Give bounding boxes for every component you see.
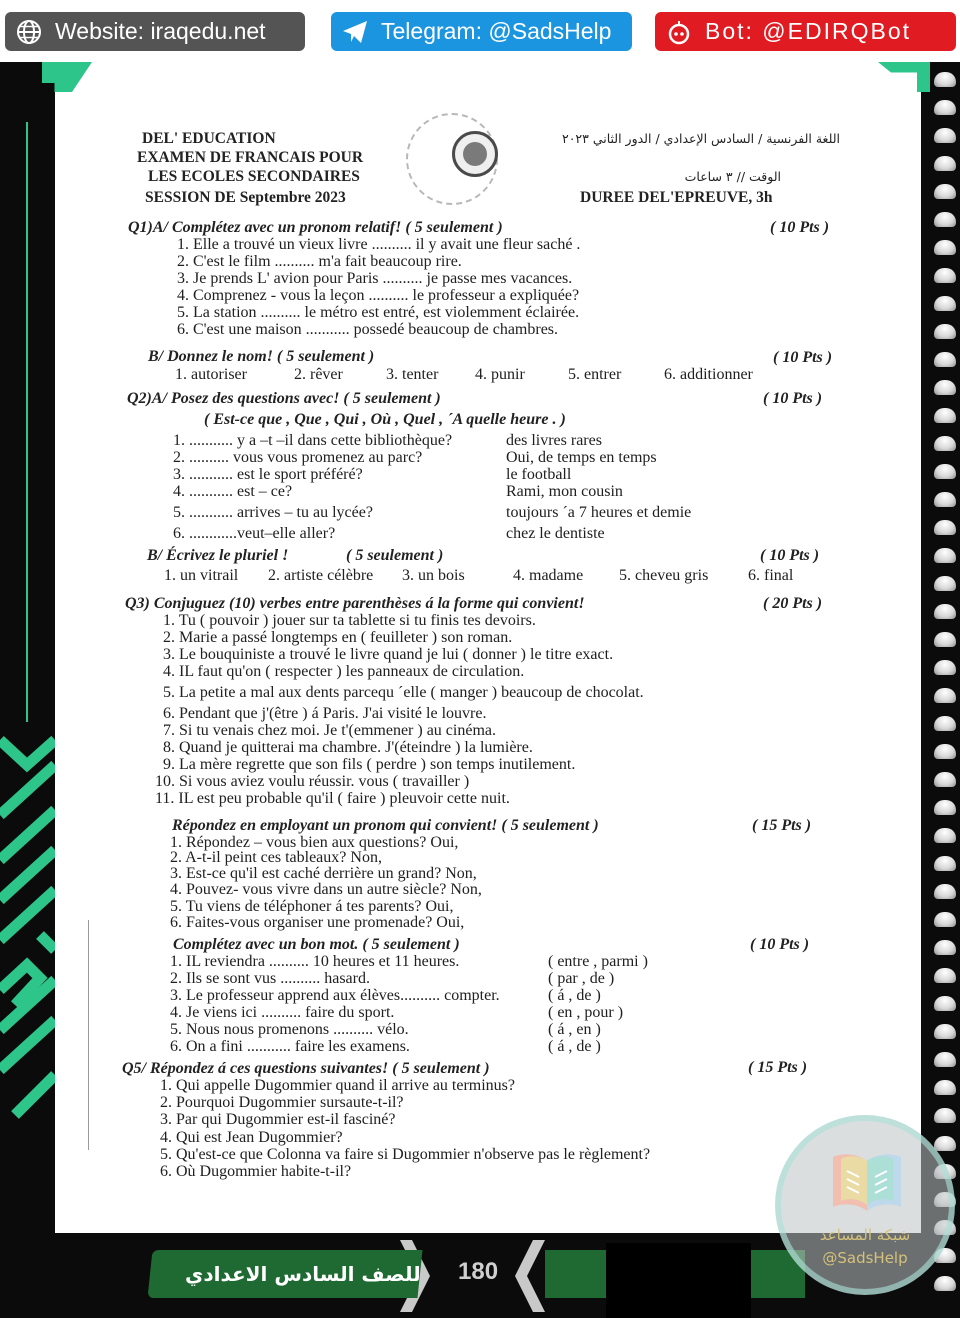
binding-ring [934,184,956,199]
binding-ring [934,856,956,871]
q3-title: Q3) Conjuguez (10) verbes entre parenthèses á la forme qui convient! [125,595,585,612]
q5-item: 5. Qu'est-ce que Colonna va faire si Dugommier n'observe pas le règlement? [160,1146,651,1163]
page-number: 180 [458,1258,499,1285]
q5-item: 6. Où Dugommier habite-t-il? [160,1163,352,1180]
binding-ring [934,828,956,843]
header-line-2: EXAMEN DE FRANCAIS POUR [137,149,364,166]
q3-item: 10. Si vous aviez voulu réussir. vous ( travailler ) [155,773,470,790]
q3-item: 5. La petite a mal aux dents parcequ ´elle ( manger ) beaucoup de chocolat. [163,684,644,701]
binding-ring [934,1136,956,1151]
q1b-item: 6. additionner [664,366,753,383]
binding-ring [934,436,956,451]
q1a-item: 4. Comprenez - vous la leçon .......... le professeur a expliquée? [177,287,580,304]
binding-ring [934,380,956,395]
q4b-question: 1. IL reviendra .......... 10 heures et 11 heures. [170,953,460,970]
q3-item: 6. Pendant que j'(être ) á Paris. J'ai visité le louvre. [163,705,487,722]
header-line-3: LES ECOLES SECONDAIRES [148,168,360,185]
q2a-points: ( 10 Pts ) [763,390,823,407]
q5-points: ( 15 Pts ) [748,1059,808,1076]
q1b-item: 1. autoriser [175,366,247,383]
q5-item: 4. Qui est Jean Dugommier? [160,1129,343,1146]
binding-ring [934,744,956,759]
q2b-item: 2. artiste célèbre [268,567,374,584]
header-line-1: DEL' EDUCATION [142,130,276,147]
bot-link[interactable] [655,12,956,51]
binding-ring [934,800,956,815]
q3-item: 9. La mère regrette que son fils ( perdre ) son temps inutilement. [163,756,576,773]
green-maze-decoration [0,720,55,1120]
q5-item: 2. Pourquoi Dugommier sursaute-t-il? [160,1094,404,1111]
binding-ring [934,464,956,479]
q4b-options: ( par , de ) [548,970,615,987]
robot-icon [665,18,693,46]
q2a-answer: le football [506,466,572,483]
binding-ring [934,352,956,367]
q4b-question: 2. Ils se sont vus .......... hasard. [170,970,370,987]
arabic-subject-line: اللغة الفرنسية / السادس الإعدادي / الدور الثاني ٢٠٢٣ [561,131,840,146]
website-link[interactable] [5,12,305,51]
q2a-question: 6. ............veut–elle aller? [173,525,336,542]
seal-emblem [452,131,498,177]
q2b-item: 5. cheveu gris [619,567,709,584]
open-book-icon [829,1151,905,1213]
q1b-title: B/ Donnez le nom! ( 5 seulement ) [148,348,375,365]
binding-ring [934,100,956,115]
binding-ring [934,660,956,675]
sadshelp-watermark [775,1115,955,1295]
binding-ring [934,632,956,647]
q2b-points: ( 10 Pts ) [760,547,820,564]
q3-item: 2. Marie a passé longtemps en ( feuilleter ) son roman. [163,629,513,646]
q1a-item: 1. Elle a trouvé un vieux livre .......... il y avait une fleur saché . [177,236,581,253]
q1b-item: 2. rêver [294,366,343,383]
q4a-item: 4. Pouvez- vous vivre dans un autre siècle? Non, [170,881,482,898]
website-label: Website: iraqedu.net [55,18,266,44]
binding-ring [934,128,956,143]
binding-ring [934,1108,956,1123]
q2b-item: 1. un vitrail [164,567,239,584]
top-banner [0,0,960,62]
binding-ring [934,324,956,339]
q1a-item: 2. C'est le film .......... m'a fait beaucoup rire. [177,253,462,270]
binding-ring [934,520,956,535]
binding-ring [934,772,956,787]
q1a-item: 3. Je prends L' avion pour Paris .......... je passe mes vacances. [177,270,573,287]
q3-item: 8. Quand je quitterai ma chambre. J'(éteindre ) la lumière. [163,739,533,756]
binding-ring [934,408,956,423]
q4a-item: 1. Répondez – vous bien aux questions? Oui, [170,834,459,851]
q2b-title: B/ Écrivez le pluriel ! [147,547,289,564]
binding-ring [934,604,956,619]
binding-ring [934,716,956,731]
binding-ring [934,156,956,171]
exam-duration: DUREE DEL'EPREUVE, 3h [580,189,773,206]
q4b-title: Complétez avec un bon mot. ( 5 seulement ) [173,936,460,953]
binding-ring [934,548,956,563]
q1a-title: Q1)A/ Complétez avec un pronom relatif! ( 5 seulement ) [128,219,503,236]
q4a-item: 3. Est-ce qu'il est caché derrière un grand? Non, [170,865,477,882]
q2a-question: 1. ........... y a –t –il dans cette bibliothèque? [173,432,453,449]
q2b-item: 3. un bois [402,567,465,584]
watermark-handle: @SadsHelp [822,1249,908,1267]
q4b-options: ( en , pour ) [548,1004,624,1021]
binding-ring [934,296,956,311]
q2a-question: 4. ........... est – ce? [173,483,293,500]
q3-item: 1. Tu ( pouvoir ) jouer sur ta tablette si tu finis tes devoirs. [163,612,536,629]
q4b-question: 5. Nous nous promenons .......... vélo. [170,1021,409,1038]
binding-ring [934,912,956,927]
q2b-item: 4. madame [513,567,584,584]
binding-ring [934,968,956,983]
binding-ring [934,212,956,227]
q5-item: 1. Qui appelle Dugommier quand il arrive au terminus? [160,1077,516,1094]
q4b-question: 6. On a fini ........... faire les examens. [170,1038,410,1055]
binding-ring [934,492,956,507]
q4b-question: 3. Le professeur apprend aux élèves.......... compter. [170,987,500,1004]
binding-ring [934,1276,956,1291]
q1a-points: ( 10 Pts ) [770,219,830,236]
spiral-binding [926,62,960,1312]
binding-ring [934,688,956,703]
watermark-arabic: شبكة المساعد [819,1226,911,1244]
q4b-options: ( entre , parmi ) [548,953,648,970]
q3-item: 7. Si tu venais chez moi. Je t'(emmener ) au cinéma. [163,722,496,739]
q1b-item: 4. punir [475,366,525,383]
q2a-question: 5. ........... arrives – tu au lycée? [173,504,373,521]
globe-icon [15,18,43,46]
binding-ring [934,268,956,283]
binding-ring [934,1024,956,1039]
binding-ring [934,996,956,1011]
arabic-time-line: الوقت // ٣ ساعات [684,169,781,184]
left-green-line [26,122,28,722]
q3-points: ( 20 Pts ) [763,595,823,612]
q2a-hint: ( Est-ce que , Que , Qui , Où , Quel , ´A quelle heure . ) [204,411,566,428]
q4a-title: Répondez en employant un pronom qui convient! ( 5 seulement ) [172,817,599,834]
q2a-answer: chez le dentiste [506,525,605,542]
q4a-points: ( 15 Pts ) [752,817,812,834]
margin-line [88,920,89,1150]
q4b-question: 4. Je viens ici .......... faire du sport. [170,1004,395,1021]
q2a-question: 3. ........... est le sport préféré? [173,466,363,483]
ministry-seal [406,113,498,205]
binding-ring [934,576,956,591]
q2a-answer: toujours ´a 7 heures et demie [506,504,692,521]
binding-ring [934,940,956,955]
q4a-item: 2. A-t-il peint ces tableaux? Non, [170,849,382,866]
q2b-subtitle: ( 5 seulement ) [346,547,444,564]
q1b-points: ( 10 Pts ) [773,349,833,366]
telegram-link[interactable] [331,12,632,51]
q4a-item: 6. Faites-vous organiser une promenade? Oui, [170,914,465,931]
q1a-item: 5. La station .......... le métro est entré, est violemment éclairée. [177,304,580,321]
redacted-block [606,1243,751,1318]
binding-ring [934,72,956,87]
q2a-answer: Oui, de temps en temps [506,449,657,466]
binding-ring [934,884,956,899]
binding-ring [934,1080,956,1095]
q3-item: 4. IL faut qu'on ( respecter ) les panneaux de circulation. [163,663,525,680]
q2b-item: 6. final [748,567,794,584]
telegram-label: Telegram: @SadsHelp [381,18,612,44]
q4b-points: ( 10 Pts ) [750,936,810,953]
q2a-title: Q2)A/ Posez des questions avec! ( 5 seulement ) [127,390,441,407]
binding-ring [934,240,956,255]
q4b-options: ( á , en ) [548,1021,601,1038]
q3-item: 3. Le bouquiniste a trouvé le livre quand je lui ( donner ) le titre exact. [163,646,614,663]
q1b-item: 5. entrer [568,366,622,383]
q2a-question: 2. .......... vous vous promenez au parc? [173,449,423,466]
q5-title: Q5/ Répondez á ces questions suivantes! ( 5 seulement ) [122,1060,490,1077]
binding-ring [934,1052,956,1067]
q2a-answer: des livres rares [506,432,602,449]
telegram-icon [341,18,369,46]
q2a-answer: Rami, mon cousin [506,483,623,500]
footer-grade-label: للصف السادس الاعدادي [185,1262,421,1286]
q5-item: 3. Par qui Dugommier est-il fasciné? [160,1111,396,1128]
bot-label: Bot: @EDIRQBot [705,18,912,44]
header-line-4: SESSION DE Septembre 2023 [145,189,346,206]
q1a-item: 6. C'est une maison ........... possedé beaucoup de chambres. [177,321,559,338]
q1b-item: 3. tenter [386,366,439,383]
q3-item: 11. IL est peu probable qu'il ( faire ) pleuvoir cette nuit. [155,790,510,807]
q4b-options: ( á , de ) [548,1038,601,1055]
q4a-item: 5. Tu viens de téléphoner á tes parents? Oui, [170,898,454,915]
q4b-options: ( á , de ) [548,987,601,1004]
